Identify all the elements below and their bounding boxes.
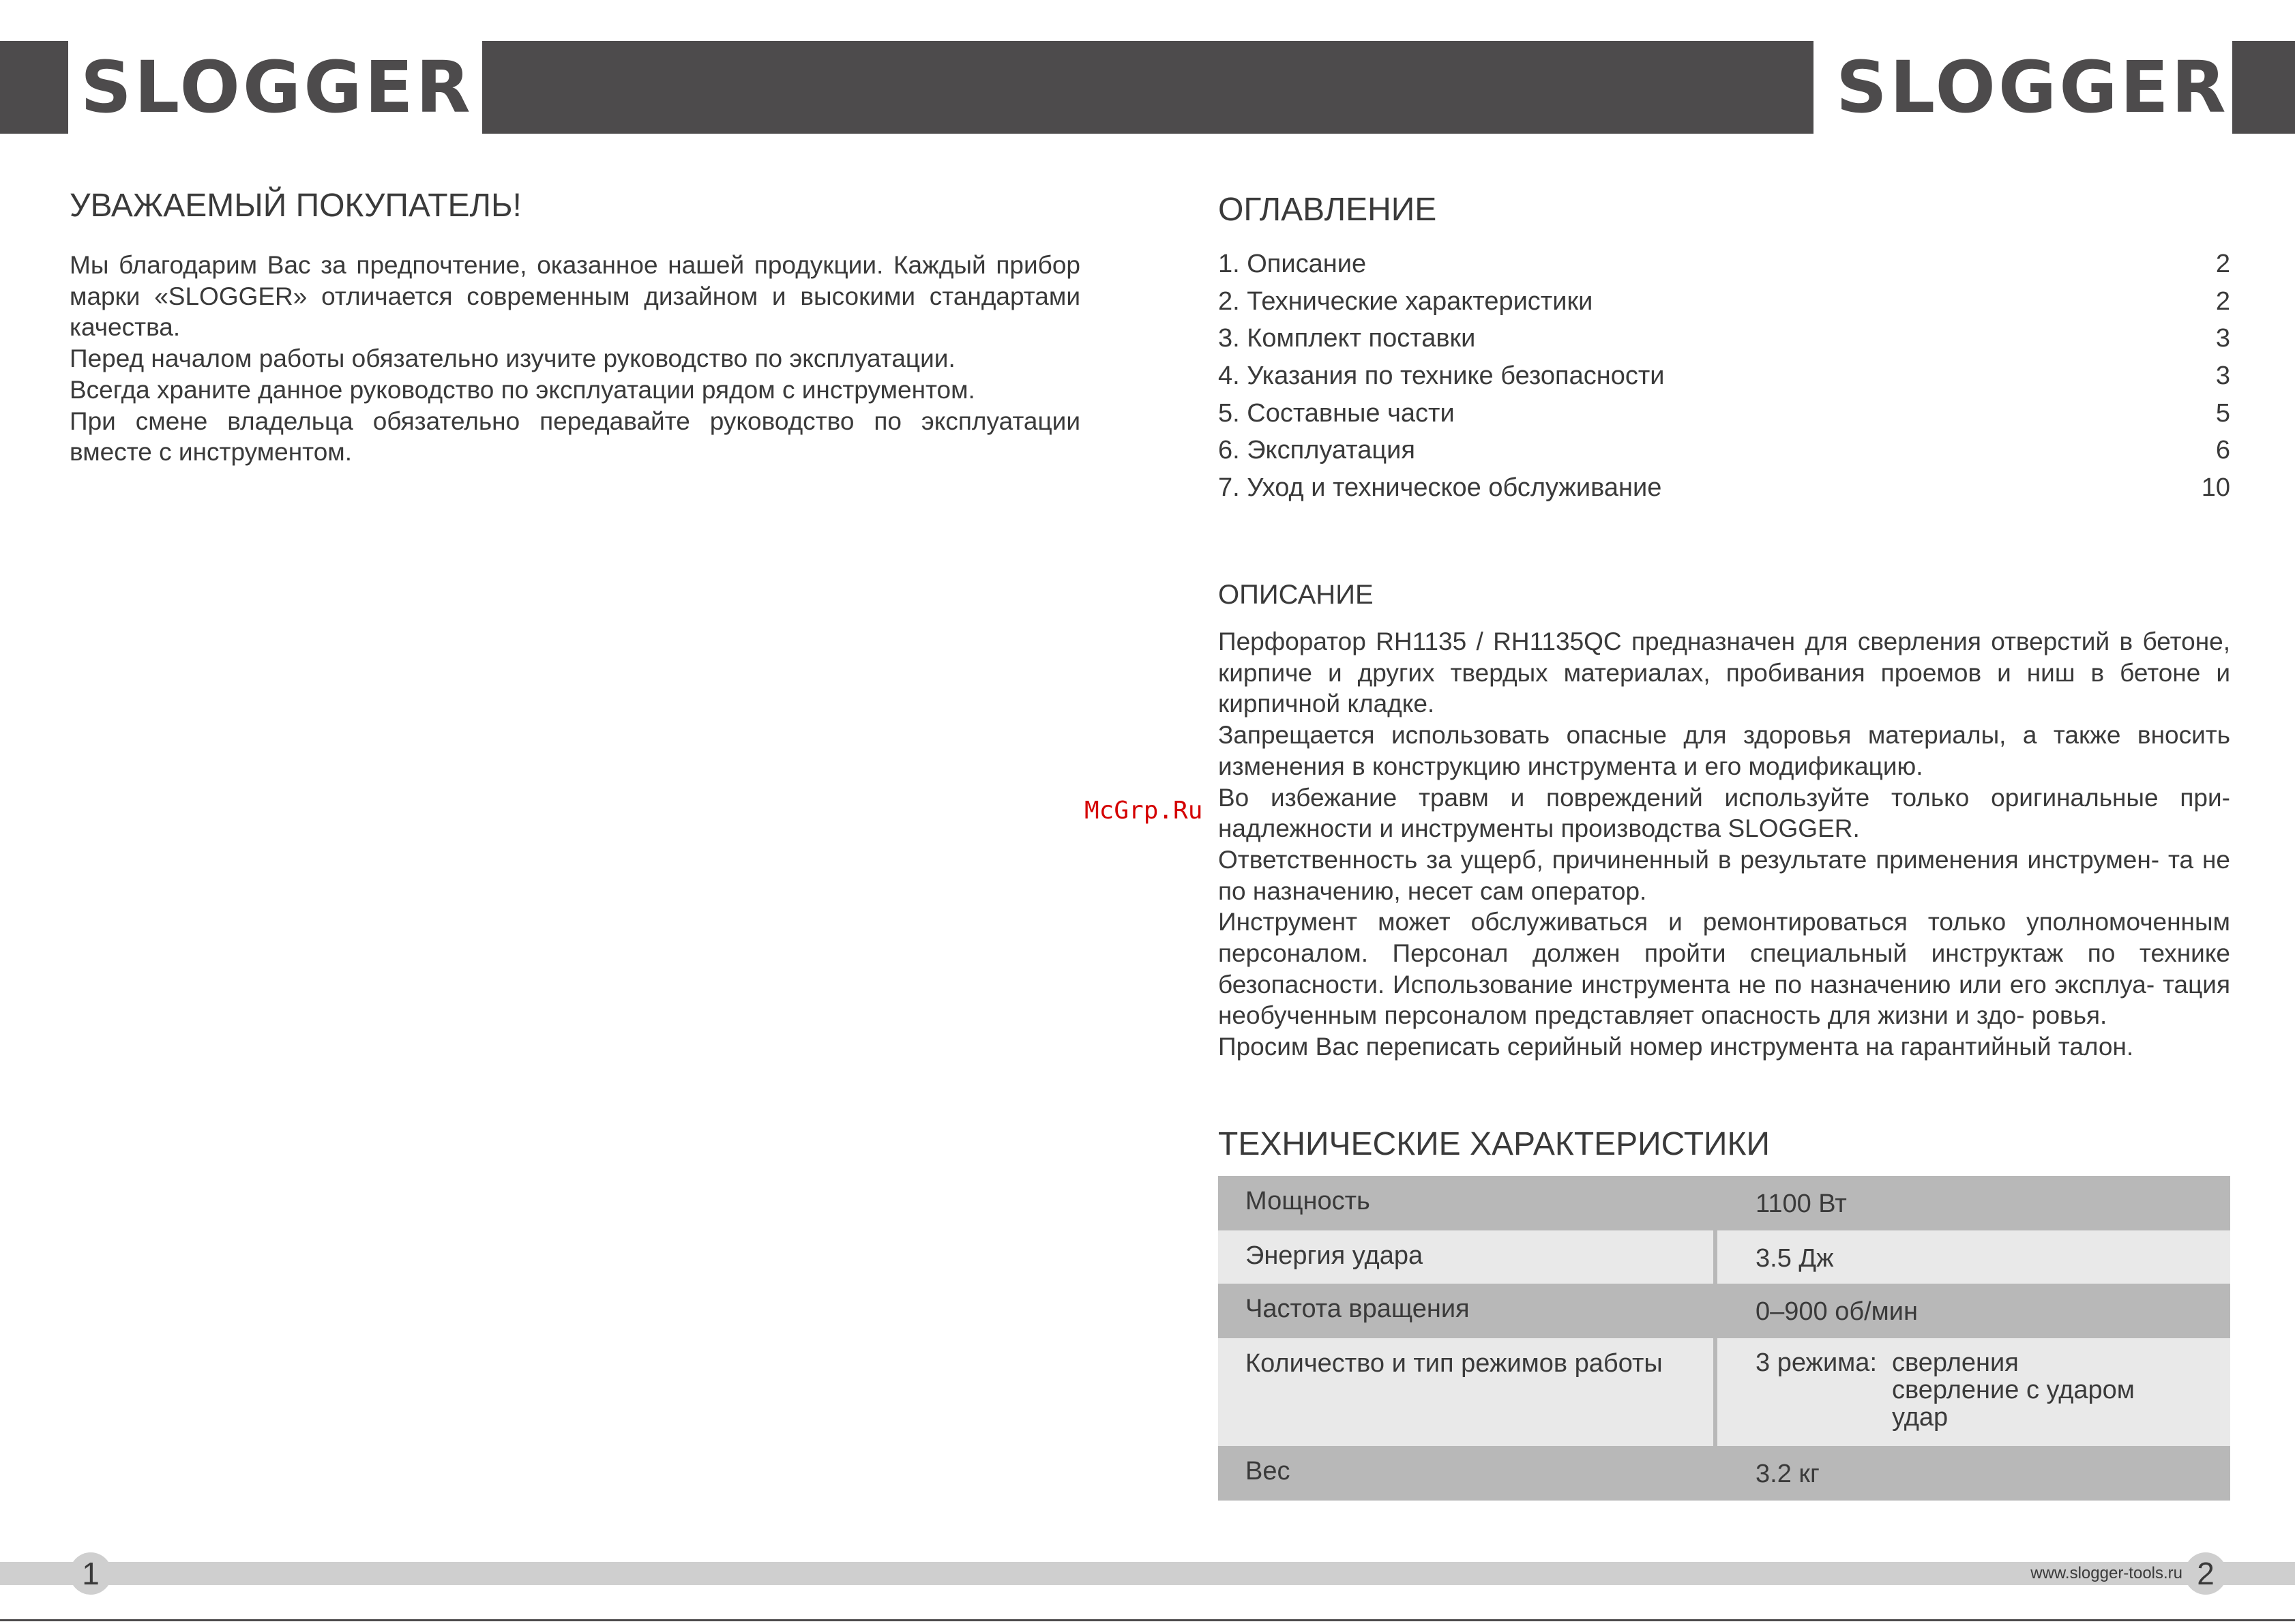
table-row (1218, 1446, 2230, 1501)
header-bar-right (2232, 41, 2295, 134)
description-paragraph: Во избежание травм и повреждений используйте только оригинальные при- надлежности и инструменты производства SLOGGER. (1218, 783, 2230, 843)
toc-entry-page: 3 (2215, 361, 2230, 391)
toc-entry-page: 6 (2215, 436, 2230, 465)
toc-entry[interactable] (1218, 246, 2230, 283)
description-paragraph: Просим Вас переписать серийный номер инструмента на гарантийный талон. (1218, 1033, 2134, 1061)
table-of-contents (1218, 246, 2230, 507)
spec-value: 3.5 Дж (1756, 1244, 1834, 1273)
table-row (1218, 1284, 2230, 1338)
specs-title: ТЕХНИЧЕСКИЕ ХАРАКТЕРИСТИКИ (1218, 1126, 1771, 1162)
greeting-text (70, 250, 1080, 468)
greeting-paragraph: Мы благодарим Вас за предпочтение, оказанное нашей продукции. Каждый прибор марки «SLOGGER» отличается современным дизайном и высокими стандартами качества. (70, 251, 1080, 342)
toc-entry[interactable] (1218, 432, 2230, 469)
specs-table (1218, 1176, 2230, 1501)
toc-title: ОГЛАВЛЕНИЕ (1218, 192, 1437, 228)
toc-entry-page: 2 (2215, 250, 2230, 278)
toc-entry-label: 5. Составные части (1218, 398, 1455, 428)
spec-label: Количество и тип режимов работы (1218, 1338, 1717, 1446)
description-text (1218, 626, 2230, 1063)
toc-entry-label: 6. Эксплуатация (1218, 436, 1415, 465)
description-paragraph: Ответственность за ущерб, причиненный в результате применения инструмен- та не по назначению, несет сам оператор. (1218, 845, 2230, 905)
description-paragraph: Перфоратор RH1135 / RH1135QC предназначен для сверления отверстий в бетоне, кирпиче и других твердых материалах, пробивания проемов и ниш в бетоне и кирпичной кладке. (1218, 628, 2230, 718)
spec-value: 0–900 об/мин (1756, 1297, 1919, 1326)
modes-list (1892, 1349, 2135, 1446)
greeting-title: УВАЖАЕМЫЙ ПОКУПАТЕЛЬ! (70, 188, 522, 224)
table-row (1218, 1176, 2230, 1230)
spec-value: 1100 Вт (1756, 1190, 1847, 1218)
mode-item: сверление с ударом (1892, 1376, 2135, 1404)
toc-entry-label: 1. Описание (1218, 250, 1367, 278)
toc-entry-page: 5 (2215, 398, 2230, 428)
brand-logo-left: SLOGGER (80, 46, 473, 129)
toc-entry-label: 2. Технические характеристики (1218, 286, 1593, 316)
table-row (1218, 1338, 2230, 1446)
greeting-paragraph: При смене владельца обязательно передавайте руководство по эксплуатации вместе с инструментом. (70, 407, 1080, 467)
spec-label: Мощность (1245, 1187, 1370, 1215)
toc-entry-label: 3. Комплект поставки (1218, 324, 1476, 353)
website-link[interactable]: www.slogger-tools.ru (2030, 1564, 2182, 1582)
greeting-paragraph: Перед началом работы обязательно изучите руководство по эксплуатации. (70, 344, 956, 373)
toc-entry-label: 7. Уход и техническое обслуживание (1218, 473, 1662, 503)
watermark: McGrp.Ru (1084, 797, 1203, 825)
spec-label: Частота вращения (1245, 1295, 1470, 1323)
description-paragraph: Инструмент может обслуживаться и ремонтироваться только уполномоченным персоналом. Персонал должен пройти специальный инструктаж по технике безопасности. Использование инструмента не по назначению или его эксплуа- тация необученным персоналом представляет опасность для жизни и здо- ровья. (1218, 908, 2230, 1030)
modes-count: 3 режима: (1756, 1348, 1877, 1377)
table-row (1218, 1230, 2230, 1284)
toc-entry[interactable] (1218, 357, 2230, 395)
footer-band (0, 1562, 2295, 1585)
toc-entry[interactable] (1218, 283, 2230, 321)
mode-item: удар (1892, 1403, 1949, 1432)
spec-label: Энергия удара (1218, 1230, 1717, 1284)
toc-entry-page: 2 (2215, 286, 2230, 316)
toc-entry-label: 4. Указания по технике безопасности (1218, 361, 1665, 391)
header-bar-center (482, 41, 1813, 134)
header-bar-left (0, 41, 68, 134)
footer-line (0, 1619, 2295, 1621)
brand-logo-right: SLOGGER (1836, 46, 2229, 129)
toc-entry[interactable] (1218, 395, 2230, 432)
spec-value-modes (1717, 1338, 2230, 1446)
toc-entry-page: 3 (2215, 324, 2230, 353)
description-title: ОПИСАНИЕ (1218, 580, 1374, 610)
toc-entry[interactable] (1218, 320, 2230, 357)
toc-entry[interactable] (1218, 469, 2230, 507)
toc-entry-page: 10 (2201, 473, 2230, 503)
greeting-paragraph: Всегда храните данное руководство по эксплуатации рядом с инструментом. (70, 375, 975, 404)
description-paragraph: Запрещается использовать опасные для здоровья материалы, а также вносить изменения в конструкцию инструмента и его модификацию. (1218, 721, 2230, 780)
page-number-right: 2 (2185, 1552, 2227, 1595)
mode-item: сверления (1892, 1348, 2019, 1377)
page-number-left: 1 (70, 1552, 112, 1595)
spec-value: 3.2 кг (1756, 1460, 1820, 1488)
spec-label: Вес (1245, 1457, 1290, 1486)
